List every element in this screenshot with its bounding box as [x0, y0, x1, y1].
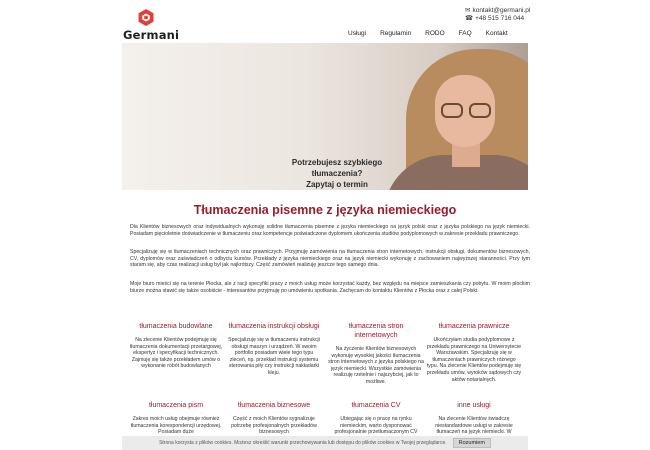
cookie-text: Strona korzysta z plików cookies. Możesz określić warunki przechowywania lub dostępu do plików cookies w Twojej przeglądarce.: [159, 440, 447, 446]
service-title[interactable]: inne usługi: [457, 402, 491, 409]
intro-paragraph-2: Specjalizuję się w tłumaczeniach technicznych oraz prawniczych. Przyjmuję zamówienia na tłumaczenia stron internetowych, instrukcji obsługi, dokumentów biznesowych, CV, dyplomów oraz zaświadczeń o odbyciu kursów. Przekłady z języka niemieckiego oraz na język niemiecki wykonuję z zachowaniem najwyższej staranności. Przy tym staram się, aby czas realizacji usług był jak najkrótszy. Część zamówień realizuję jeszcze tego samego dnia.: [130, 249, 530, 269]
service-desc: Ubiegając się o pracę na rynku niemieckim, warto dysponować profesjonalnie przetłumaczonym CV: [334, 416, 418, 436]
service-card-instrukcje: [226, 322, 322, 377]
service-title[interactable]: tłumaczenia prawnicze: [438, 323, 510, 330]
envelope-icon: ✉: [465, 7, 471, 14]
hero-caption: [267, 157, 407, 190]
hexagon-logo-icon: [137, 8, 155, 27]
nav-item-faq[interactable]: FAQ: [458, 30, 472, 37]
service-desc: Ukończyłam studia podyplomowe z przekładu prawniczego na Uniwersytecie Warszawskim. Specjalizuję się w tłumaczeniach prawniczych różnego typu. Na zlecenie Klientów podejmuję się przekładu umów, wyroków sądowych czy aktów notarialnych.: [426, 337, 522, 383]
page-title: Tłumaczenia pisemne z języka niemieckiego: [193, 203, 457, 217]
intro-paragraph-1: Dla Klientów biznesowych oraz indywidualnych wykonuję solidne tłumaczenia pisemne z języka niemieckiego na język polski oraz z języka polskiego na język niemiecki. Posiadam pięcioletnie doświadczenie w tłumaczeniu oraz kompetencje poświadczone dyplomem ukończenia studiów podyplomowych w zakresie przekładu prawniczego.: [130, 224, 530, 237]
phone-icon: ☎: [465, 15, 474, 22]
service-desc: Zakres moich usług obejmuje również tłumaczenia korespondencji urzędowej. Posiadam duże: [130, 416, 222, 436]
contact-email[interactable]: kontakt@germani.pl: [472, 7, 531, 14]
service-desc: Na zlecenie Klientów podejmuję się tłumaczenia dokumentacji przetargowej, ekspertyz i specyfikacji technicznych. Zajmuję się także przekładem umów o wykonanie robót budowlanych: [129, 337, 223, 370]
hero-banner: [122, 43, 528, 190]
service-title[interactable]: tłumaczenia biznesowe: [237, 402, 311, 409]
hero-line-2: Zapytaj o termin: [306, 180, 368, 189]
hero-line-1: Potrzebujesz szybkiego tłumaczenia?: [291, 158, 383, 178]
service-desc: Na życzenie Klientów biznesowych wykonuję wysokiej jakości tłumaczenia stron internetowych z języka polskiego na język niemiecki. Wszystkie zamówienia realizuję rzetelnie i najszybciej, jak to możliwe.: [328, 346, 424, 385]
contact-phone[interactable]: +48 515 716 044: [475, 15, 525, 22]
cookie-bar: [122, 436, 528, 450]
service-desc: Część z moich Klientów sygnalizuje potrzebę profesjonalnych przekładów biznesowych: [231, 416, 317, 436]
service-card-budowlane: [128, 322, 224, 370]
nav-item-uslugi[interactable]: Usługi: [348, 30, 367, 37]
service-card-biznesowe: [226, 401, 322, 436]
hero-photo-glasses: [438, 103, 494, 119]
service-desc: Specjalizuję się w tłumaczeniu instrukcji obsługi maszyn i urządzeń. W swoim portfolio posiadam wiele tego typu zleceń, np. przekład instrukcji systemu sterowania piły czy instrukcji nakładarki kleju.: [228, 337, 320, 376]
nav-item-rodo[interactable]: RODO: [425, 30, 445, 37]
service-desc: Na zlecenie Klientów świadczę niestandardowe usługi w zakresie tłumaczeń na język niemiecki. W: [435, 416, 513, 436]
service-card-inne: [426, 401, 522, 436]
service-card-pisma: [128, 401, 224, 436]
service-card-cv: [328, 401, 424, 436]
nav-item-kontakt[interactable]: Kontakt: [485, 30, 508, 37]
brand-name: Germani: [123, 28, 180, 42]
service-title[interactable]: tłumaczenia CV: [351, 402, 401, 409]
service-card-strony: [328, 322, 424, 386]
service-title[interactable]: tłumaczenia budowlane: [139, 323, 213, 330]
service-card-prawnicze: [426, 322, 522, 383]
intro-paragraph-3: Moje biuro mieści się na terenie Płocka, ale z racji specyfiki pracy z moich usług może korzystać każdy, bez względu na miejsce zamieszkania czy pobytu. W moim płockim biurze można stawić się także osobiście - interesantów przyjmuję po umówieniu spotkania. Zachęcam do kontaktu Klientów z Płocka oraz z całej Polski.: [130, 281, 530, 294]
service-title[interactable]: tłumaczenia stron internetowych: [348, 323, 404, 339]
service-title[interactable]: tłumaczenia instrukcji obsługi: [228, 323, 320, 330]
service-title[interactable]: tłumaczenia pism: [148, 402, 204, 409]
brand-logo[interactable]: [123, 8, 180, 42]
nav-item-regulamin[interactable]: Regulamin: [380, 30, 412, 37]
cookie-accept-button[interactable]: Rozumiem: [453, 438, 491, 448]
main-nav: [341, 30, 515, 37]
contact-info: [465, 7, 530, 23]
